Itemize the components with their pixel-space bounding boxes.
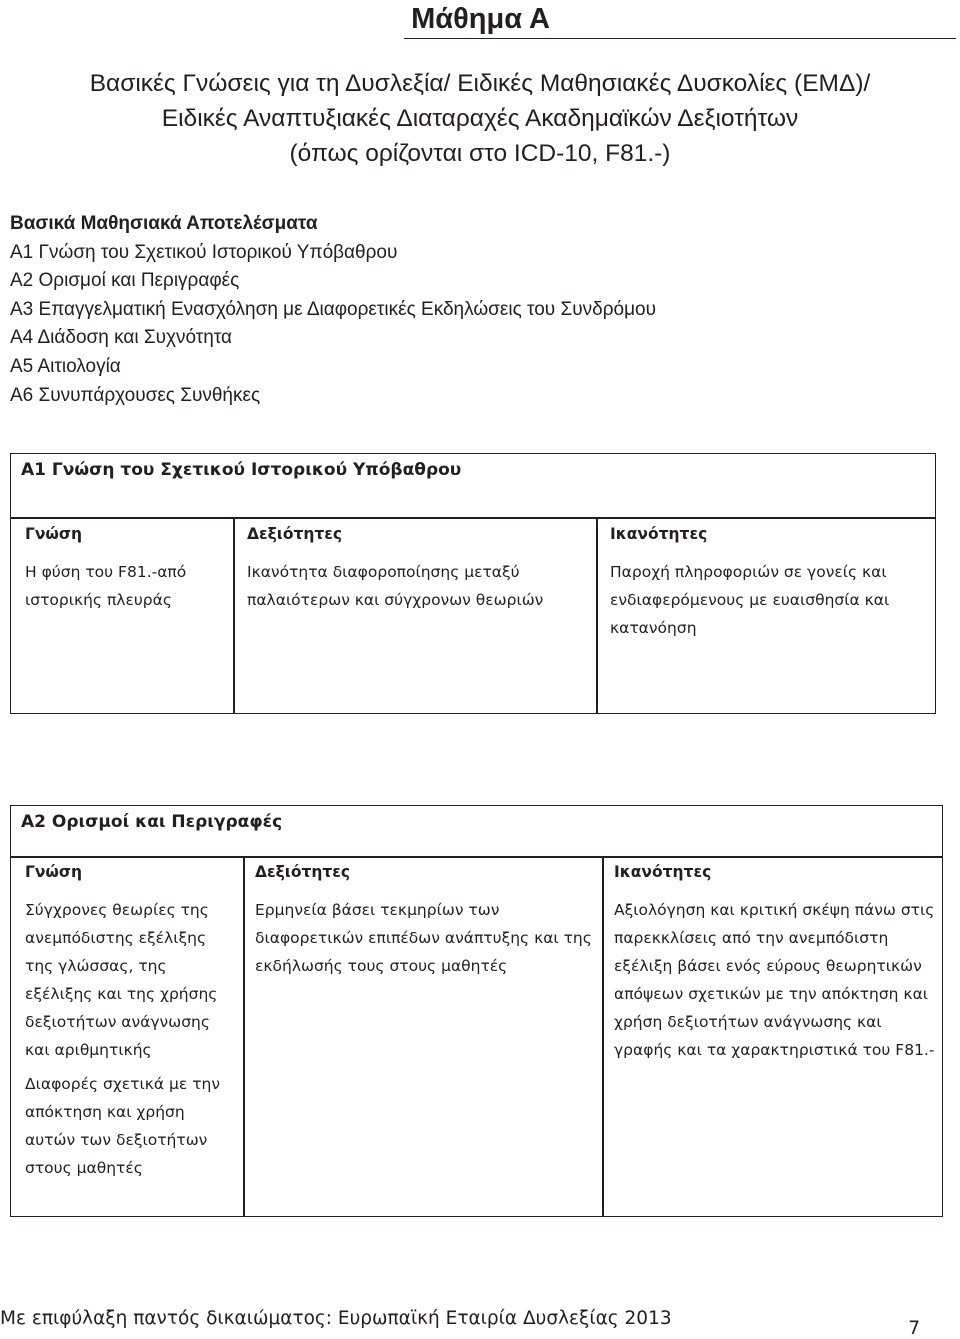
- table-a1-knowledge: [25, 520, 225, 614]
- cell-text: Αξιολόγηση και κριτική σκέψη πάνω στις παρεκκλίσεις από την ανεμπόδιστη εξέλιξη βάσει ενός εύρους θεωρητικών απόψεων σχετικών με την απόκτηση και χρήση δεξιοτήτων ανάγνωσης και γραφής και τα χαρακτηριστικά του F81.-: [614, 901, 935, 1059]
- table-a2-title: Α2 Ορισμοί και Περιγραφές: [21, 812, 283, 832]
- table-a1-skills: [247, 520, 587, 614]
- outcome-item: Α5 Αιτιολογία: [10, 355, 121, 377]
- cell-text: Παροχή πληροφοριών σε γονείς και ενδιαφερόμενους με ευαισθησία και κατανόηση: [610, 563, 890, 637]
- outcome-item: Α3 Επαγγελματική Ενασχόληση με Διαφορετικές Εκδηλώσεις του Συνδρόμου: [10, 298, 656, 320]
- subtitle-line: Ειδικές Αναπτυξιακές Διαταραχές Ακαδημαϊκών Δεξιοτήτων: [161, 105, 799, 132]
- learning-outcomes: [10, 210, 656, 410]
- outcome-item: Α6 Συνυπάρχουσες Συνθήκες: [10, 384, 261, 406]
- table-a2: [10, 805, 943, 1217]
- column-header: Ικανότητες: [614, 863, 712, 881]
- column-header: Γνώση: [25, 863, 83, 881]
- table-a1-title: Α1 Γνώση του Σχετικού Ιστορικού Υπόβαθρου: [21, 460, 462, 480]
- outcome-item: Α4 Διάδοση και Συχνότητα: [10, 327, 233, 349]
- table-a1-competences: [610, 520, 930, 642]
- outcomes-heading: Βασικά Μαθησιακά Αποτελέσματα: [10, 213, 318, 234]
- column-header: Δεξιότητες: [247, 525, 343, 543]
- title-underline: [404, 38, 956, 39]
- cell-text: Ερμηνεία βάσει τεκμηρίων των διαφορετικών επιπέδων ανάπτυξης και της εκδήλωσής τους στους μαθητές: [255, 901, 592, 975]
- column-header: Γνώση: [25, 525, 83, 543]
- table-a2-skills: [255, 858, 595, 980]
- table-a1: [10, 453, 936, 714]
- page-title: Μάθημα Α: [411, 3, 550, 35]
- subtitle-line: (όπως ορίζονται στο ICD-10, F81.-): [289, 140, 671, 167]
- column-header: Δεξιότητες: [255, 863, 351, 881]
- subtitle-line: Βασικές Γνώσεις για τη Δυσλεξία/ Ειδικές Μαθησιακές Δυσκολίες (ΕΜΔ)/: [89, 70, 871, 97]
- table-a1-col-divider: [233, 517, 235, 713]
- table-a1-divider: [11, 517, 935, 519]
- cell-text: Διαφορές σχετικά με την απόκτηση και χρήση αυτών των δεξιοτήτων στους μαθητές: [25, 1075, 221, 1177]
- table-a1-col-divider: [596, 517, 598, 713]
- outcome-item: Α1 Γνώση του Σχετικού Ιστορικού Υπόβαθρου: [10, 241, 398, 263]
- cell-text: Η φύση του F81.-από ιστορικής πλευράς: [25, 563, 187, 609]
- table-a2-competences: [614, 858, 939, 1064]
- outcome-item: Α2 Ορισμοί και Περιγραφές: [10, 270, 240, 292]
- table-a2-knowledge: [25, 858, 231, 1182]
- subtitle: [20, 66, 940, 171]
- page-number: 7: [908, 1318, 920, 1339]
- cell-text: Ικανότητα διαφοροποίησης μεταξύ παλαιότερων και σύγχρονων θεωριών: [247, 563, 544, 609]
- table-a2-col-divider: [243, 856, 245, 1216]
- copyright-footer: Με επιφύλαξη παντός δικαιώματος: Ευρωπαϊκή Εταιρία Δυσλεξίας 2013: [0, 1308, 672, 1329]
- cell-text: Σύγχρονες θεωρίες της ανεμπόδιστης εξέλιξης της γλώσσας, της εξέλιξης και της χρήσης δεξιοτήτων ανάγνωσης και αριθμητικής: [25, 901, 218, 1059]
- table-a2-col-divider: [602, 856, 604, 1216]
- column-header: Ικανότητες: [610, 525, 708, 543]
